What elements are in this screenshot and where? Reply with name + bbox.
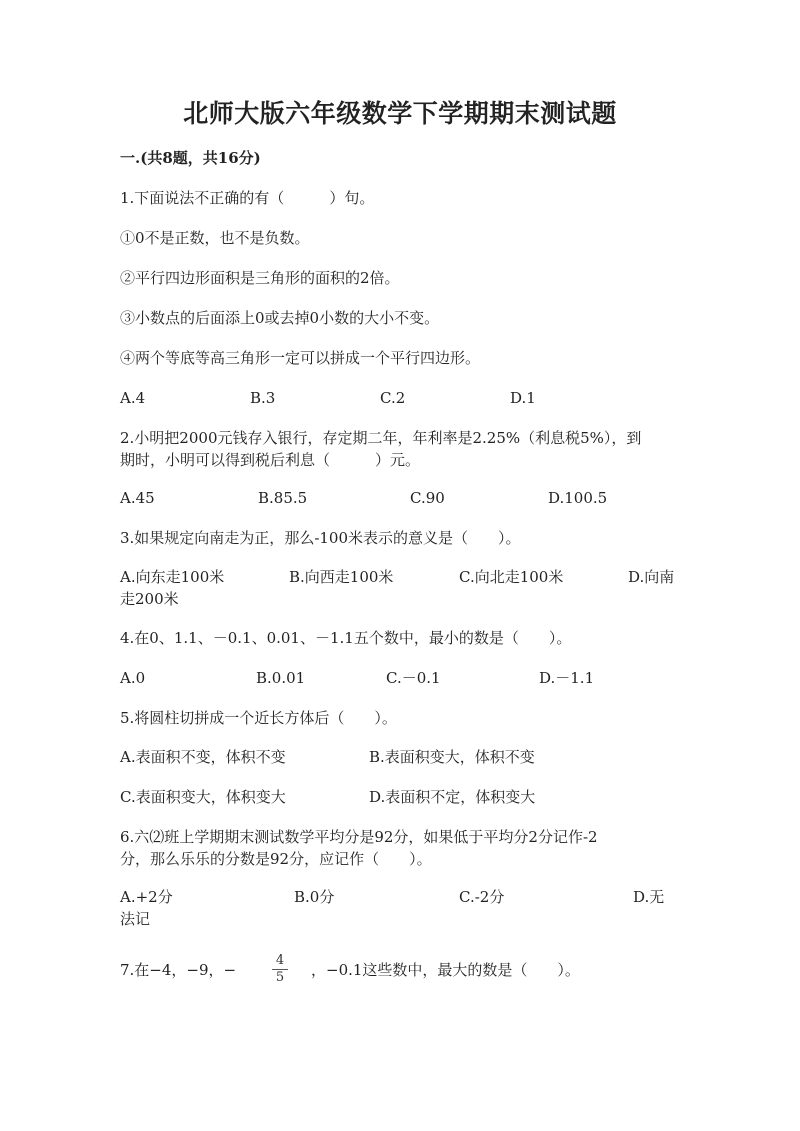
question-5-stem: 5.将圆柱切拼成一个近长方体后（ ）。 (120, 709, 397, 727)
question-1-statement-4: ④两个等底等高三角形一定可以拼成一个平行四边形。 (120, 349, 481, 367)
question-4-option-d: D.－1.1 (539, 669, 595, 687)
question-5-option-d: D.表面积不定，体积变大 (369, 788, 536, 806)
page-title: 北师大版六年级数学下学期期末测试题 (183, 99, 617, 128)
question-2-stem-line-1: 2.小明把2000元钱存入银行，存定期二年，年利率是2.25%（利息税5%），到 (120, 429, 642, 447)
question-2-option-d: D.100.5 (548, 489, 608, 507)
question-1-stem: 1.下面说法不正确的有（ ）句。 (120, 189, 375, 207)
question-1-option-b: B.3 (250, 389, 276, 407)
question-7-stem-part-2: ，−0.1这些数中，最大的数是（ ）。 (311, 961, 580, 979)
question-6-option-d: D.无 (633, 888, 665, 906)
section-heading: 一.(共8题，共16分) (120, 149, 261, 167)
question-2-option-a: A.45 (120, 489, 155, 507)
question-4-option-a: A.0 (120, 669, 146, 687)
question-7-stem-part-1: 7.在−4，−9，− (120, 961, 237, 979)
question-4-option-b: B.0.01 (256, 669, 306, 687)
question-3-option-c: C.向北走100米 (459, 568, 564, 586)
question-2-stem-line-2: 期时，小明可以得到税后利息（ ）元。 (120, 451, 421, 469)
question-5-option-a: A.表面积不变，体积不变 (120, 748, 286, 766)
question-4-option-c: C.－0.1 (386, 669, 441, 687)
question-1-statement-1: ①0不是正数，也不是负数。 (120, 229, 310, 247)
question-6-option-d-wrap: 法记 (120, 910, 151, 928)
question-6-option-b: B.0分 (294, 888, 335, 906)
question-3-stem: 3.如果规定向南走为正，那么-100米表示的意义是（ ）。 (120, 529, 521, 547)
fraction-numerator: 4 (272, 953, 288, 970)
question-2-option-c: C.90 (410, 489, 445, 507)
question-6-option-c: C.-2分 (459, 888, 505, 906)
question-1-option-d: D.1 (510, 389, 536, 407)
question-1-option-c: C.2 (380, 389, 406, 407)
question-2-option-b: B.85.5 (258, 489, 308, 507)
question-7-fraction (272, 953, 288, 986)
question-1-statement-3: ③小数点的后面添上0或去掉0小数的大小不变。 (120, 309, 440, 327)
question-3-option-d-wrap: 走200米 (120, 590, 179, 608)
question-1-option-a: A.4 (120, 389, 146, 407)
question-3-option-b: B.向西走100米 (289, 568, 394, 586)
question-6-stem-line-2: 分，那么乐乐的分数是92分，应记作（ ）。 (120, 850, 432, 868)
question-4-stem: 4.在0、1.1、－0.1、0.01、－1.1五个数中，最小的数是（ ）。 (120, 629, 572, 647)
question-1-statement-2: ②平行四边形面积是三角形的面积的2倍。 (120, 269, 400, 287)
fraction-denominator: 5 (275, 970, 285, 985)
question-6-stem-line-1: 6.六⑵班上学期期末测试数学平均分是92分，如果低于平均分2分记作-2 (120, 828, 598, 846)
question-3-option-a: A.向东走100米 (120, 568, 225, 586)
question-3-option-d: D.向南 (628, 568, 675, 586)
question-5-option-b: B.表面积变大，体积不变 (369, 748, 535, 766)
question-5-option-c: C.表面积变大，体积变大 (120, 788, 286, 806)
question-6-option-a: A.+2分 (120, 888, 173, 906)
